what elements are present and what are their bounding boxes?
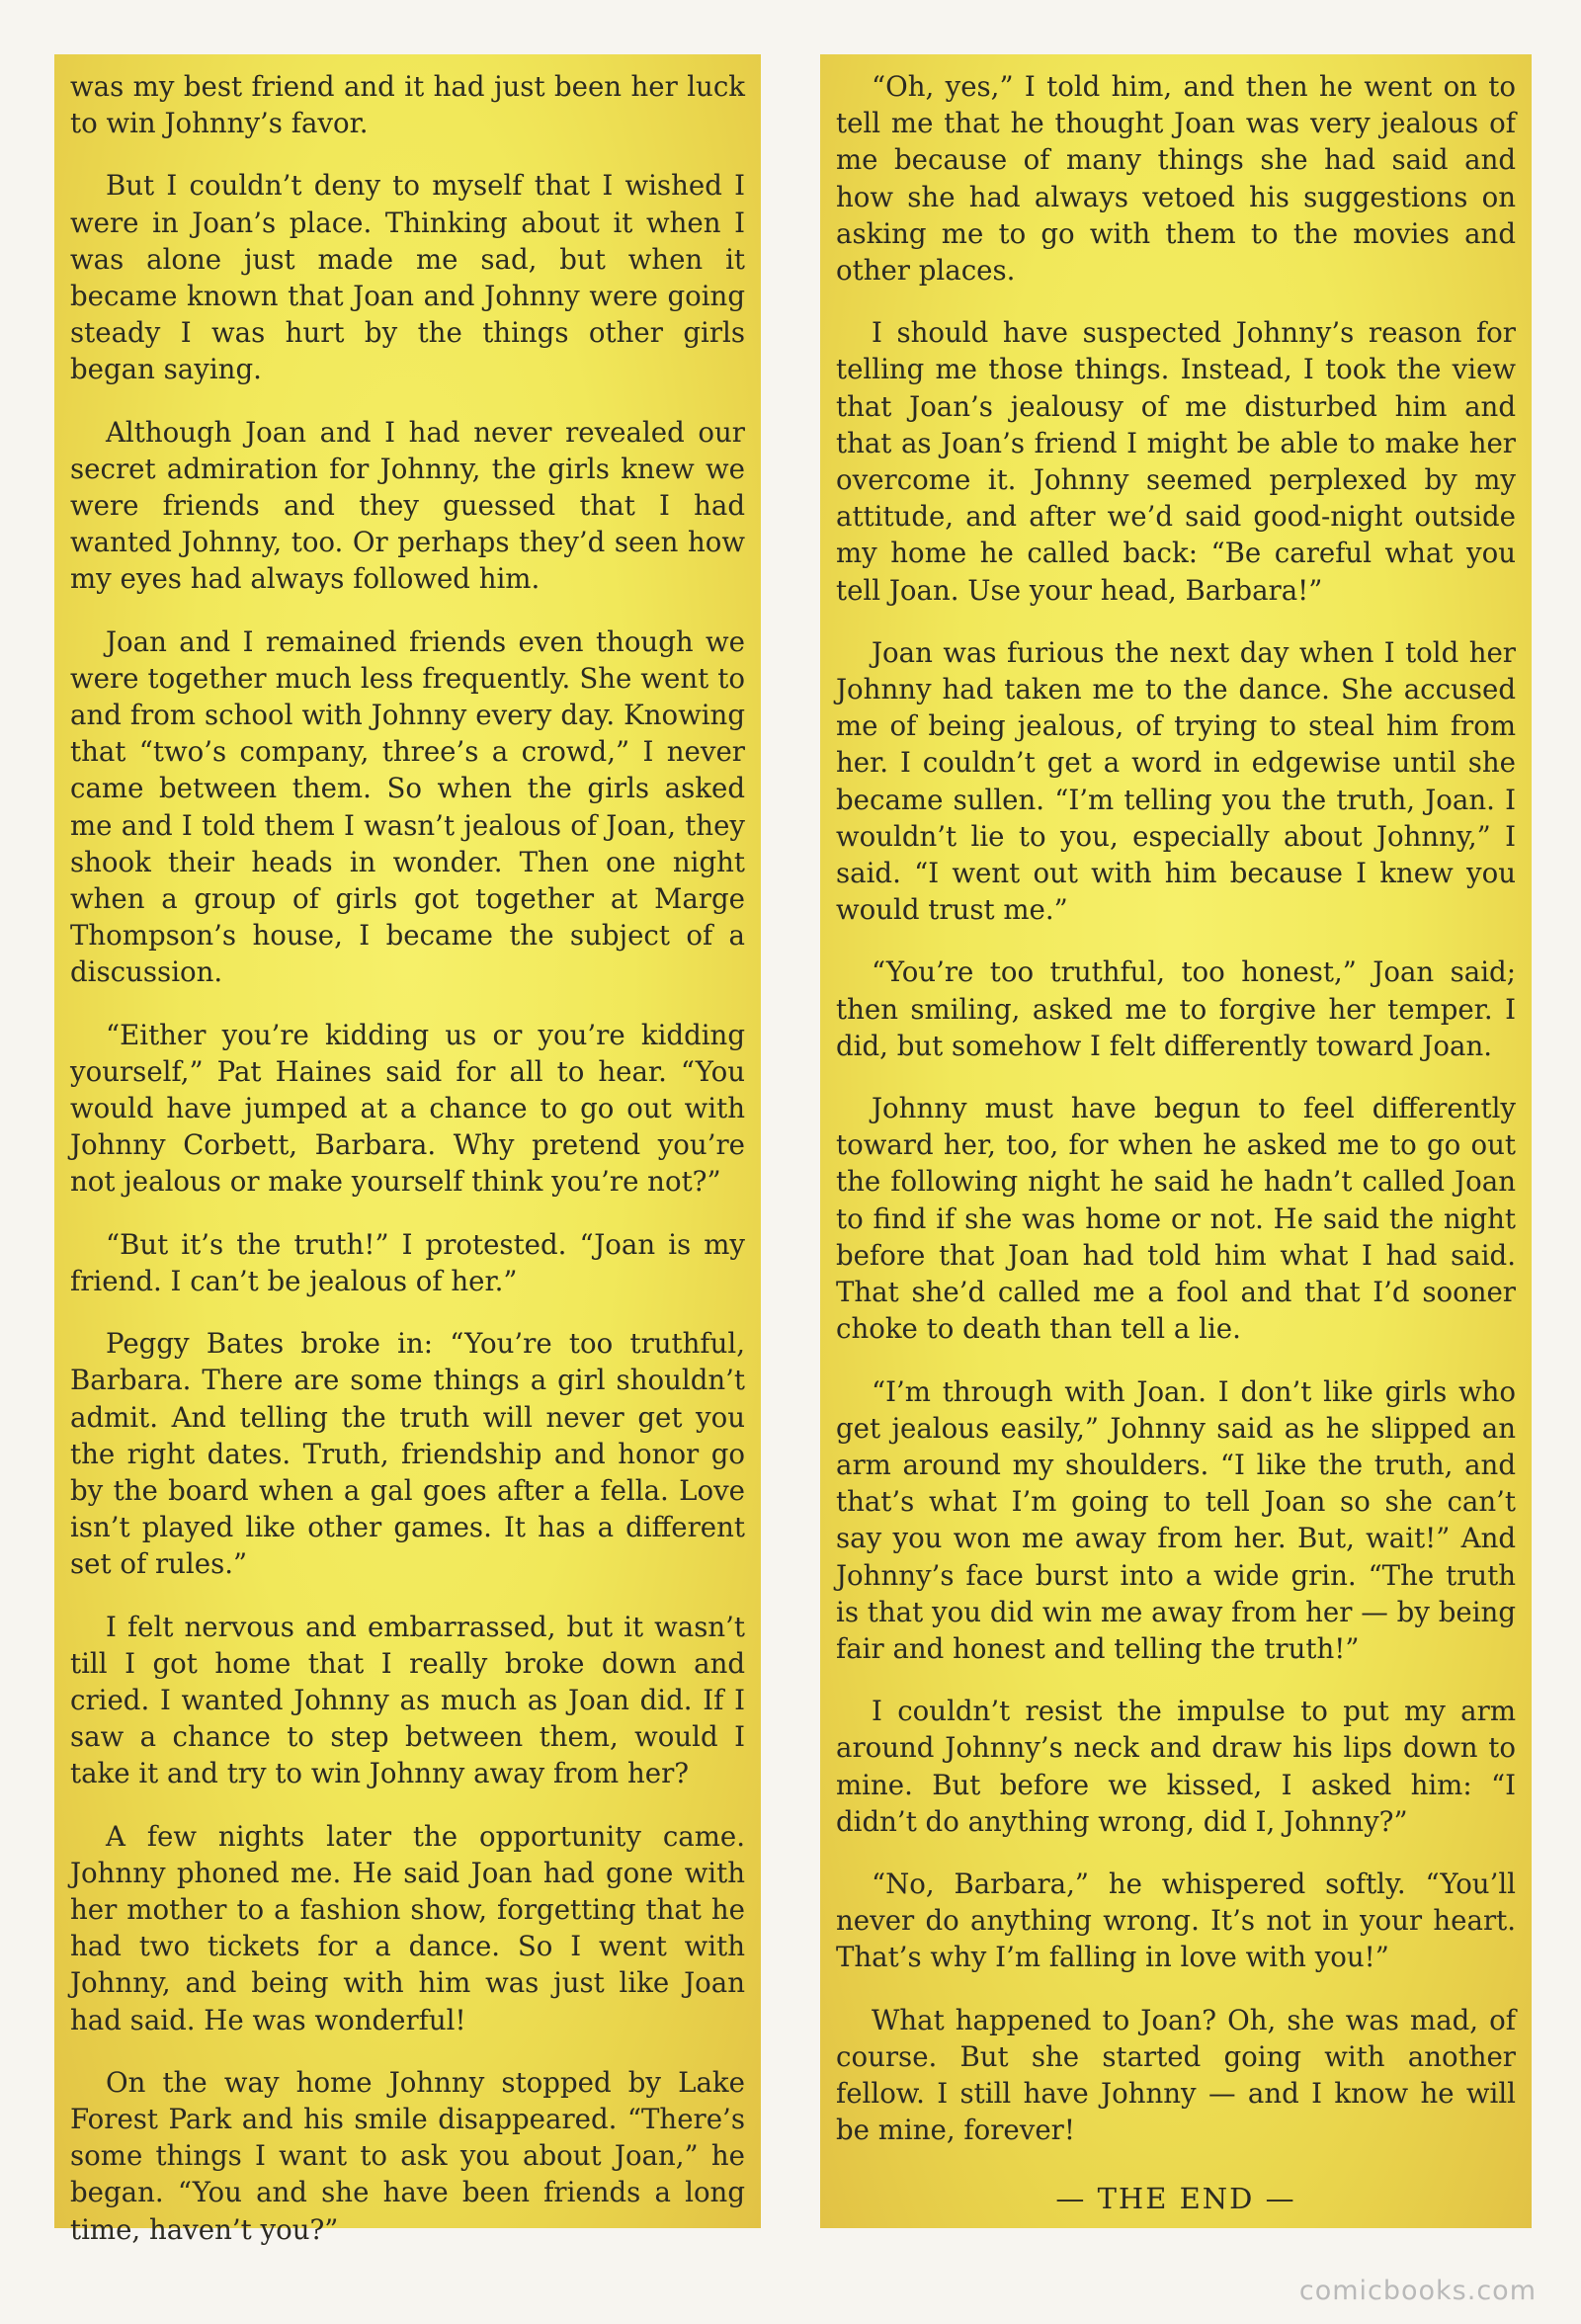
paragraph: I couldn’t resist the impulse to put my arm around Johnny’s neck and draw his lips down to mine. But before we kissed, I asked him: “I didn’t do anything wrong, did I, Johnny?” <box>836 1695 1516 1838</box>
right-text-column <box>820 54 1532 2228</box>
watermark: comicbooks.com <box>1298 2276 1537 2306</box>
paragraph: What happened to Joan? Oh, she was mad, of course. But she started going with another fellow. I still have Johnny — and I know he will be mine, forever! <box>836 2003 1516 2147</box>
paragraph: But I couldn’t deny to myself that I wished I were in Joan’s place. Thinking about it when I was alone just made me sad, but when it became known that Joan and Johnny were going steady I was hurt by the things other girls began saying. <box>70 169 745 386</box>
paragraph: I should have suspected Johnny’s reason for telling me those things. Instead, I took the view that Joan’s jealousy of me disturbed him and that as Joan’s friend I might be able to make her overcome it. Johnny seemed perplexed by my attitude, and after we’d said good-night outside my home he called back: “Be careful what you tell Joan. Use your head, Barbara!” <box>836 316 1516 607</box>
paragraph: Johnny must have begun to feel differently toward her, too, for when he asked me to go out the following night he said he hadn’t called Joan to find if she was home or not. He said the night before that Joan had told him what I had said. That she’d called me a fool and that I’d sooner choke to death than tell a lie. <box>836 1092 1516 1346</box>
the-end-label: — THE END — <box>1055 2182 1296 2216</box>
paragraph: “Either you’re kidding us or you’re kidding yourself,” Pat Haines said for all to hear. “You would have jumped at a chance to go out with Johnny Corbett, Barbara. Why pretend you’re not jealous or make yourself think you’re not?” <box>70 1018 745 1199</box>
paragraph: Joan and I remained friends even though we were together much less frequently. She went to and from school with Johnny every day. Knowing that “two’s company, three’s a crowd,” I never came between them. So when the girls asked me and I told them I wasn’t jealous of Joan, they shook their heads in wonder. Then one night when a group of girls got together at Marge Thompson’s house, I became the subject of a discussion. <box>70 624 745 989</box>
paragraph: Peggy Bates broke in: “You’re too truthful, Barbara. There are some things a girl shouldn’t admit. And telling the truth will never get you the right dates. Truth, friendship and honor go by the board when a gal goes after a fella. Love isn’t played like other games. It has a different set of rules.” <box>70 1327 745 1581</box>
paragraph: “Oh, yes,” I told him, and then he went on to tell me that he thought Joan was very jealous of me because of many things she had said and how she had always vetoed his suggestions on asking me to go with them to the movies and other places. <box>836 70 1516 288</box>
paragraph: Joan was furious the next day when I told her Johnny had taken me to the dance. She accused me of being jealous, of trying to steal him from her. I couldn’t get a word in edgewise until she became sullen. “I’m telling you the truth, Joan. I wouldn’t lie to you, especially about Johnny,” I said. “I went out with him because I knew you would trust me.” <box>836 635 1516 927</box>
paragraph: I felt nervous and embarrassed, but it wasn’t till I got home that I really broke down and cried. I wanted Johnny as much as Joan did. If I saw a chance to step between them, would I take it and try to win Johnny away from her? <box>70 1610 745 1790</box>
paragraph: “No, Barbara,” he whispered softly. “You’ll never do anything wrong. It’s not in your heart. That’s why I’m falling in love with you!” <box>836 1867 1516 1974</box>
paragraph: was my best friend and it had just been her luck to win Johnny’s favor. <box>70 70 745 140</box>
paragraph: A few nights later the opportunity came. Johnny phoned me. He said Joan had gone with her mother to a fashion show, forgetting that he had two tickets for a dance. So I went with Johnny, and being with him was just like Joan had said. He was wonderful! <box>70 1819 745 2036</box>
paragraph: “You’re too truthful, too honest,” Joan said; then smiling, asked me to forgive her temper. I did, but somehow I felt differently toward Joan. <box>836 955 1516 1062</box>
paragraph: “But it’s the truth!” I protested. “Joan is my friend. I can’t be jealous of her.” <box>70 1227 745 1297</box>
paragraph: On the way home Johnny stopped by Lake Forest Park and his smile disappeared. “There’s some things I want to ask you about Joan,” he began. “You and she have been friends a long time, haven’t you?” <box>70 2065 745 2246</box>
paragraph: Although Joan and I had never revealed our secret admiration for Johnny, the girls knew we were friends and they guessed that I had wanted Johnny, too. Or perhaps they’d seen how my eyes had always followed him. <box>70 415 745 596</box>
left-text-column <box>54 54 761 2246</box>
paragraph: “I’m through with Joan. I don’t like girls who get jealous easily,” Johnny said as he slipped an arm around my shoulders. “I like the truth, and that’s what I’m going to tell Joan so she can’t say you won me away from her. But, wait!” And Johnny’s face burst into a wide grin. “The truth is that you did win me away from her — by being fair and honest and telling the truth!” <box>836 1374 1516 1665</box>
